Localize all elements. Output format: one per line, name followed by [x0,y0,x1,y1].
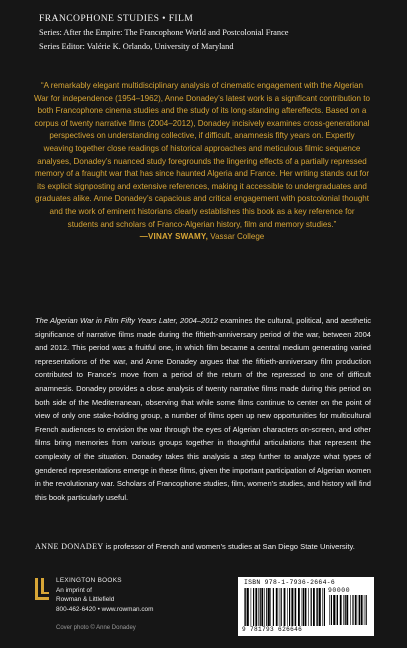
author-bio-text: is professor of French and women’s studies at San Diego State University. [103,542,355,551]
barcode-addon-bars [329,595,367,625]
cover-photo-credit: Cover photo © Anne Donadey [56,625,136,631]
publisher-name: LEXINGTON BOOKS [56,577,122,584]
author-bio [35,541,375,552]
endorsement-attribution [34,231,370,244]
publisher-imprint: An imprint of [56,586,92,594]
isbn-barcode [238,577,374,636]
publisher-contact: 800-462-6420 • www.rowman.com [56,605,154,613]
series-line: Series: After the Empire: The Francophone World and Postcolonial France [39,28,289,37]
author-name: ANNE DONADEY [35,542,104,551]
barcode-number: 9 781793 626646 [242,626,303,633]
series-editor-line: Series Editor: Valérie K. Orlando, University of Maryland [39,41,234,51]
endorsement-text: “A remarkably elegant multidisciplinary analysis of cinematic engagement with the Algerian War for independence (1954–1962), Anne Donadey’s latest work is a significant contribution to both Francophone cinema studies and the study of its long-standing aftereffects. Based on a corpus of twenty narrative films (2004–2012), Donadey incisively examines cross-generational perspectives on understanding collective, if difficult, anamnesis fifty years on. Expertly weaving together close readings of historical approaches and meticulous filmic sequence analyses, Donadey’s nuanced study foregrounds the lingering effects of a partially repressed memory of a fraught war that has since haunted Algeria and France. Her writing stands out for its explicit signposting and extensive references, making it accessible to undergraduates and graduates alike. Anne Donadey’s capacious and critical engagement with postcolonial thought and the work of eminent historians clearly establishes this book as a key reference for students and scholars of Franco-Algerian history, film and memory studies.” [34,81,370,229]
book-title: The Algerian War in Film Fifty Years Later, 2004–2012 [35,316,218,325]
endorser-affiliation: Vassar College [210,232,265,242]
book-description [35,314,371,504]
description-text: examines the cultural, political, and aesthetic significance of narrative films made during the fiftieth-anniversary period of the war, between 2004 and 2012. This period was a fruitful one, in which film became a central medium generating varied representations of the war, and Anne Donadey argues that the fiftieth-anniversary film production contributed to France’s move from a period of the return of the repressed to one of difficult anamnesis. Donadey provides a close analysis of twenty narrative films made during this period on both side of the Mediterranean, observing that while some films continue to center on the point of view of only one stake-holding group, a number of films open up new opportunities for multicultural French audiences to envision the war through the eyes of Algerian characters on-screen, and other films bring memories from various groups together in thoughtful articulations that represent the complexity of the situation. Donadey takes this analysis a step further to analyze what types of gendered representations emerge in these films, given the important participation of Algerian women in the revolutionary war. Scholars of Francophone studies, film, women’s studies, and history will find this book particularly useful. [35,316,371,502]
publisher-block [35,576,195,636]
publisher-text [56,576,153,614]
lexington-logo-icon [35,578,49,600]
category-line: FRANCOPHONE STUDIES • FILM [39,13,194,24]
publisher-parent: Rowman & Littlefield [56,596,115,604]
barcode-bars [244,588,326,626]
isbn-text: ISBN 978-1-7936-2664-6 [244,579,335,586]
endorser-name: —VINAY SWAMY, [139,232,209,242]
endorsement-quote [34,80,370,244]
barcode-addon-number: 90000 [328,587,351,594]
series-header [39,12,379,53]
